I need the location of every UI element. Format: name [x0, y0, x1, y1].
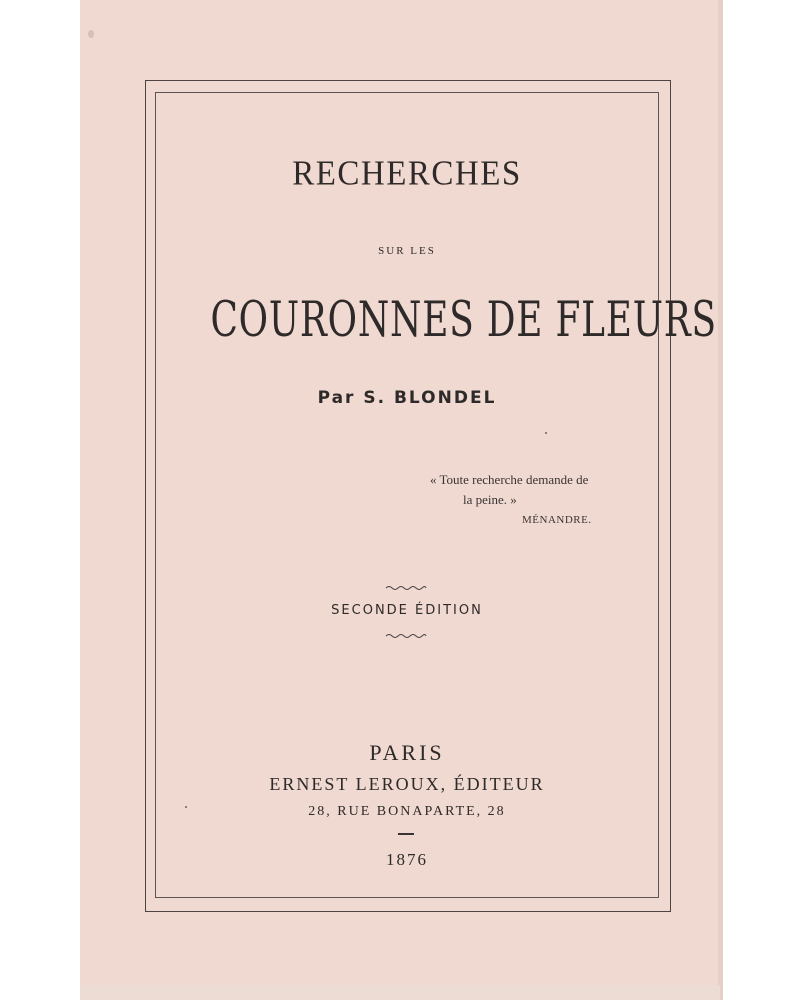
imprint-address: 28, RUE BONAPARTE, 28	[308, 804, 506, 819]
imprint-divider-dash	[398, 833, 414, 835]
imprint-year: 1876	[386, 850, 428, 869]
title-line-sur-les: SUR LES	[378, 245, 436, 257]
title-line-couronnes: COURONNES DE FLEURS	[210, 290, 717, 348]
ornament-squiggle-top	[385, 585, 427, 591]
epigraph-line-2: la peine. »	[463, 492, 517, 507]
epigraph	[430, 470, 630, 530]
title-line-recherches: RECHERCHES	[292, 155, 522, 193]
paper-speck	[545, 432, 547, 434]
author-line: Par S. BLONDEL	[317, 388, 497, 408]
page-edge	[718, 0, 723, 1000]
paper-stain	[88, 30, 94, 38]
epigraph-attribution: MÉNANDRE.	[522, 514, 592, 526]
page-bottom-edge	[80, 985, 720, 1000]
ornament-squiggle-bottom	[385, 633, 427, 639]
imprint-city: PARIS	[369, 740, 445, 765]
paper-speck	[185, 806, 187, 808]
imprint-publisher: ERNEST LEROUX, ÉDITEUR	[269, 774, 545, 794]
epigraph-line-1: « Toute recherche demande de	[430, 472, 589, 487]
edition-label: SECONDE ÉDITION	[331, 603, 483, 618]
